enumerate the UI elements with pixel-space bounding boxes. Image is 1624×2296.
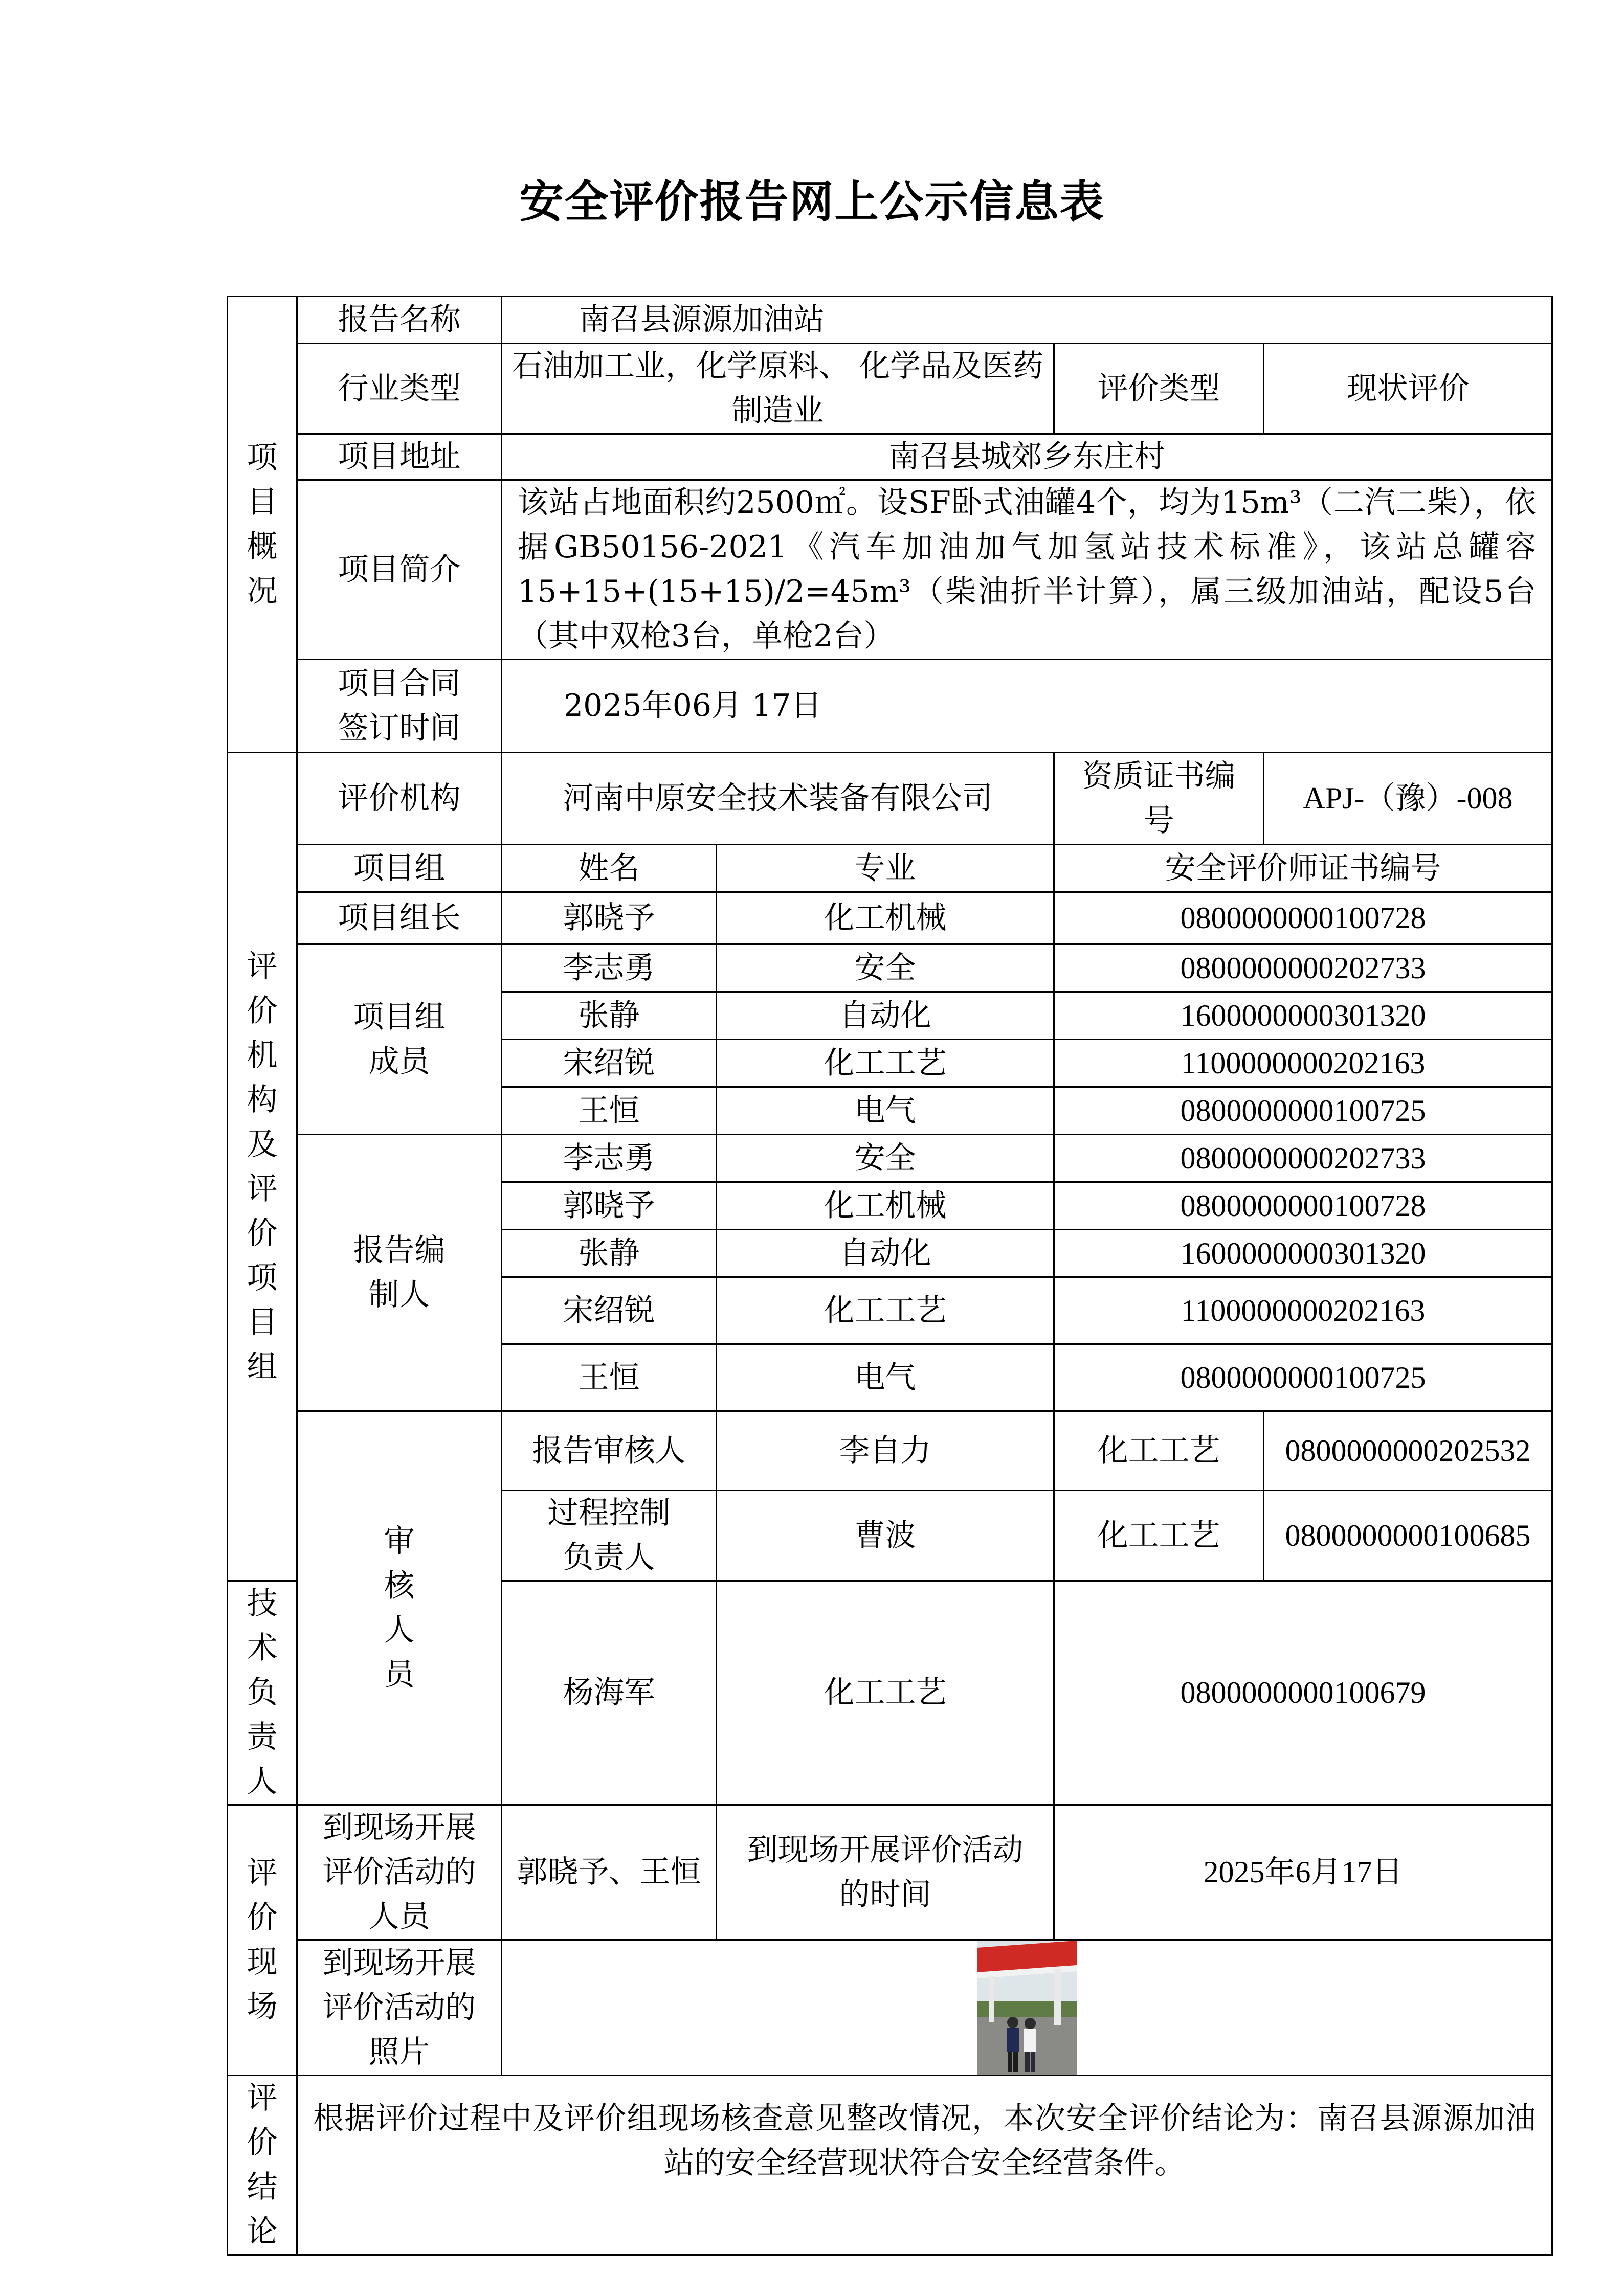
intro-label: 项目简介 bbox=[297, 480, 502, 660]
address-value: 南召县城郊乡东庄村 bbox=[502, 434, 1552, 480]
industry-label: 行业类型 bbox=[297, 344, 502, 434]
author-cert: 1100000000202163 bbox=[1054, 1277, 1552, 1344]
review-role: 技术负责人 bbox=[228, 1581, 297, 1805]
review-cert: 0800000000202532 bbox=[1264, 1411, 1552, 1491]
page-title: 安全评价报告网上公示信息表 bbox=[519, 176, 1105, 228]
review-name: 曹波 bbox=[717, 1491, 1054, 1581]
author-major: 化工机械 bbox=[717, 1182, 1054, 1230]
author-cert: 0800000000100725 bbox=[1054, 1344, 1552, 1411]
conclusion-text: 根据评价过程中及评价组现场核查意见整改情况，本次安全评价结论为：南召县源源加油站的安全经营现状符合安全经营条件。 bbox=[297, 2076, 1552, 2255]
member-major: 电气 bbox=[717, 1087, 1054, 1135]
review-major: 化工工艺 bbox=[1054, 1491, 1264, 1581]
site-photo bbox=[977, 1941, 1077, 2075]
author-major: 电气 bbox=[717, 1344, 1054, 1411]
site-photo-cell bbox=[502, 1940, 1552, 2076]
intro-value: 该站占地面积约2500㎡。设SF卧式油罐4个，均为15m³（二汽二柴），依据GB50156-2021《汽车加油加气加氢站技术标准》，该站总罐容15+15+(15+15)/2=45m³（柴油折半计算），属三级加油站，配设5台（其中双枪3台，单枪2台） bbox=[502, 480, 1552, 660]
review-name: 杨海军 bbox=[502, 1581, 717, 1805]
author-major: 化工工艺 bbox=[717, 1277, 1054, 1344]
header-group: 项目组 bbox=[297, 845, 502, 892]
cert-no: APJ-（豫）-008 bbox=[1264, 753, 1552, 845]
section-site-label: 评 价 现 场 bbox=[228, 1805, 297, 2076]
leader-cert: 0800000000100728 bbox=[1054, 892, 1552, 944]
info-table bbox=[227, 296, 1553, 2256]
author-name: 张静 bbox=[502, 1230, 717, 1277]
member-cert: 1100000000202163 bbox=[1054, 1040, 1552, 1087]
member-name: 张静 bbox=[502, 992, 717, 1040]
leader-name: 郭晓予 bbox=[502, 892, 717, 944]
header-cert: 安全评价师证书编号 bbox=[1054, 845, 1552, 892]
industry-value: 石油加工业，化学原料、 化学品及医药制造业 bbox=[502, 344, 1054, 434]
review-major: 化工工艺 bbox=[1054, 1411, 1264, 1491]
review-role: 报告审核人 bbox=[502, 1411, 717, 1491]
member-name: 李志勇 bbox=[502, 944, 717, 992]
report-name-label: 报告名称 bbox=[297, 297, 502, 344]
members-label: 项目组成员 bbox=[297, 944, 502, 1135]
author-name: 王恒 bbox=[502, 1344, 717, 1411]
leader-label: 项目组长 bbox=[297, 892, 502, 944]
member-major: 安全 bbox=[717, 944, 1054, 992]
authors-label: 报告编制人 bbox=[297, 1135, 502, 1411]
section-conclusion-label: 评 价 结 论 bbox=[228, 2076, 297, 2255]
contract-date: 2025年06月 17日 bbox=[502, 660, 1552, 753]
author-name: 郭晓予 bbox=[502, 1182, 717, 1230]
leader-major: 化工机械 bbox=[717, 892, 1054, 944]
site-people-label: 到现场开展评价活动的人员 bbox=[297, 1805, 502, 1940]
org-label: 评价机构 bbox=[297, 753, 502, 845]
member-cert: 0800000000100725 bbox=[1054, 1087, 1552, 1135]
review-name: 李自力 bbox=[717, 1411, 1054, 1491]
section-overview-label: 项 目 概 况 bbox=[228, 297, 297, 753]
section-review-label: 审 核 人 员 bbox=[297, 1411, 502, 1805]
header-major: 专业 bbox=[717, 845, 1054, 892]
org-name: 河南中原安全技术装备有限公司 bbox=[502, 753, 1054, 845]
report-name-value: 南召县源源加油站 bbox=[502, 297, 1552, 344]
author-cert: 0800000000100728 bbox=[1054, 1182, 1552, 1230]
member-name: 王恒 bbox=[502, 1087, 717, 1135]
review-cert: 0800000000100685 bbox=[1264, 1491, 1552, 1581]
member-major: 自动化 bbox=[717, 992, 1054, 1040]
section-org-label: 评 价 机 构 及 评 价 项 目 组 bbox=[228, 753, 297, 1581]
author-name: 宋绍锐 bbox=[502, 1277, 717, 1344]
review-role: 过程控制负责人 bbox=[502, 1491, 717, 1581]
author-major: 自动化 bbox=[717, 1230, 1054, 1277]
member-cert: 0800000000202733 bbox=[1054, 944, 1552, 992]
site-photo-label: 到现场开展评价活动的照片 bbox=[297, 1940, 502, 2076]
review-major: 化工工艺 bbox=[717, 1581, 1054, 1805]
site-time: 2025年6月17日 bbox=[1054, 1805, 1552, 1940]
author-cert: 1600000000301320 bbox=[1054, 1230, 1552, 1277]
author-cert: 0800000000202733 bbox=[1054, 1135, 1552, 1182]
eval-type-value: 现状评价 bbox=[1264, 344, 1552, 434]
member-major: 化工工艺 bbox=[717, 1040, 1054, 1087]
cert-label: 资质证书编号 bbox=[1054, 753, 1264, 845]
site-time-label: 到现场开展评价活动的时间 bbox=[717, 1805, 1054, 1940]
header-name: 姓名 bbox=[502, 845, 717, 892]
contract-label: 项目合同签订时间 bbox=[297, 660, 502, 753]
author-major: 安全 bbox=[717, 1135, 1054, 1182]
eval-type-label: 评价类型 bbox=[1054, 344, 1264, 434]
address-label: 项目地址 bbox=[297, 434, 502, 480]
member-cert: 1600000000301320 bbox=[1054, 992, 1552, 1040]
member-name: 宋绍锐 bbox=[502, 1040, 717, 1087]
author-name: 李志勇 bbox=[502, 1135, 717, 1182]
review-cert: 0800000000100679 bbox=[1054, 1581, 1552, 1805]
site-people: 郭晓予、王恒 bbox=[502, 1805, 717, 1940]
